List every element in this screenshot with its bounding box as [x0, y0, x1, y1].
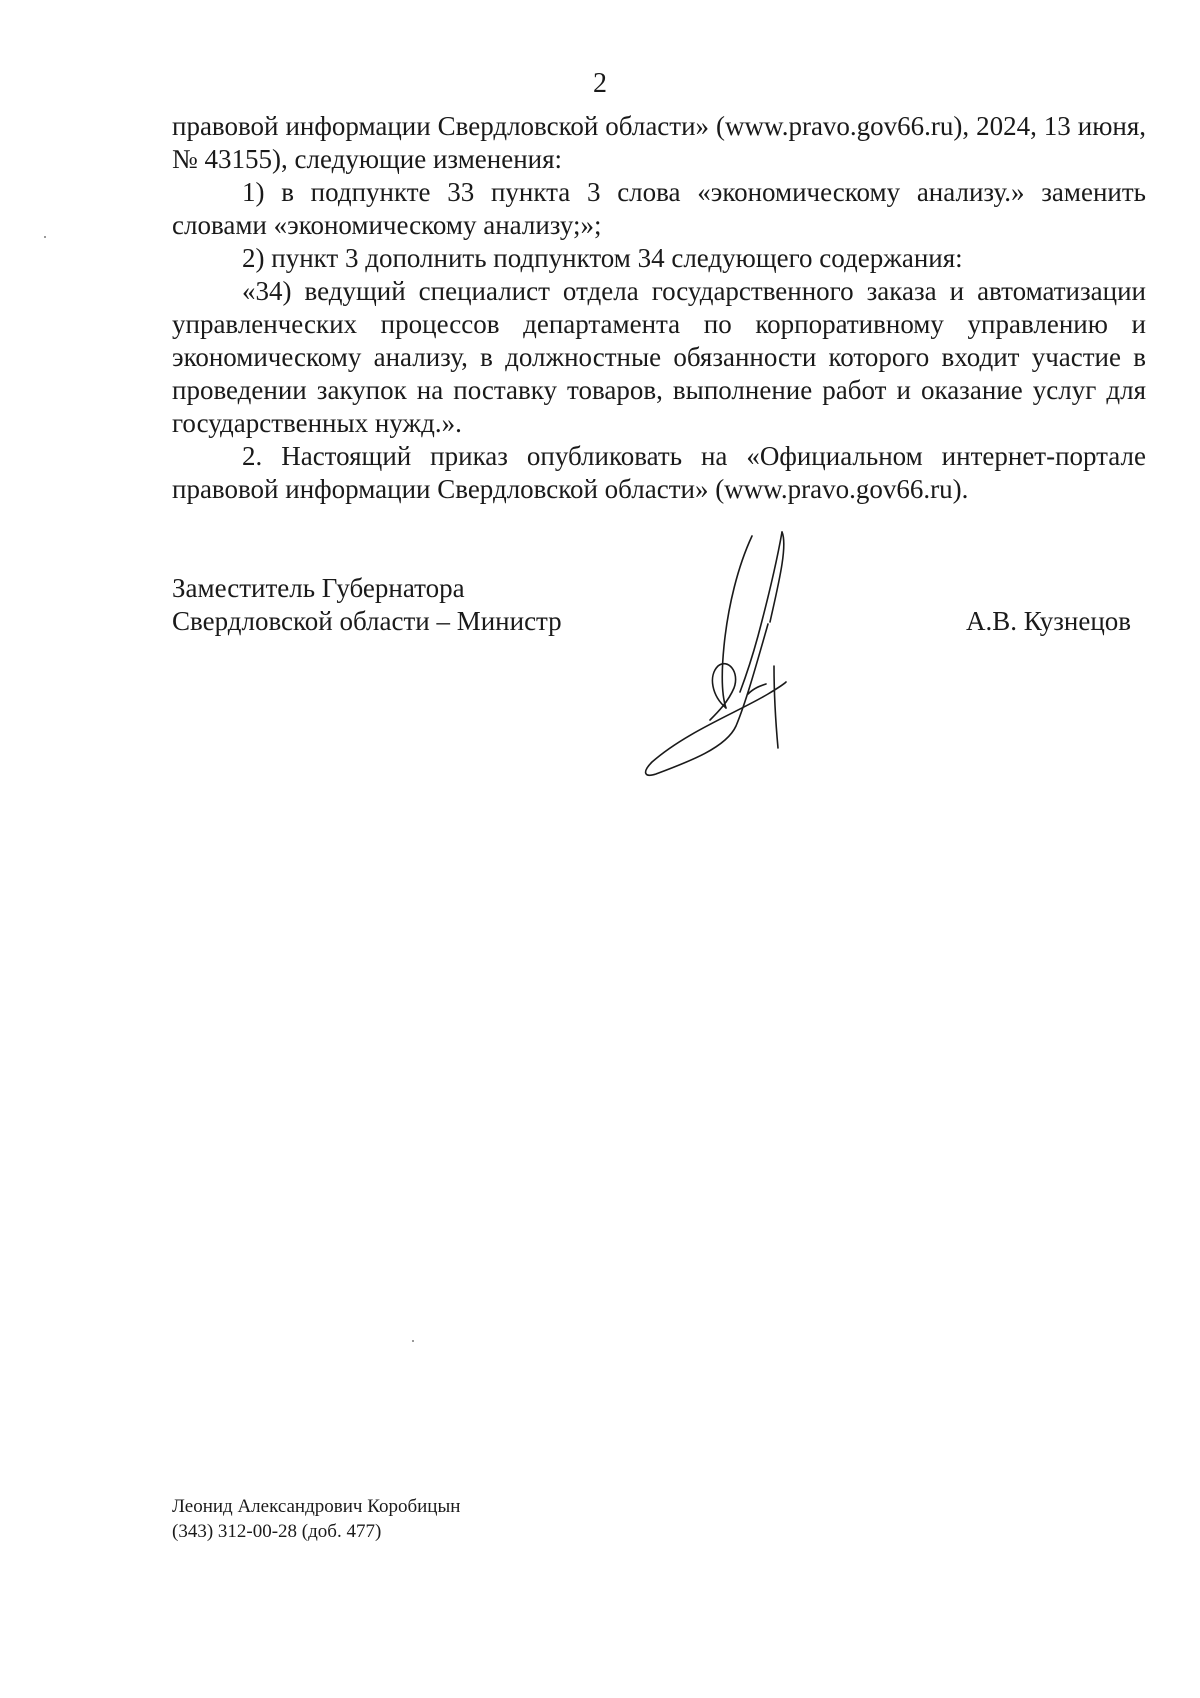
- signer-title-line-1: Заместитель Губернатора: [172, 573, 465, 603]
- paragraph-2: 1) в подпункте 33 пункта 3 слова «экономическому анализу.» заменить словами «экономическому анализу;»;: [172, 177, 1146, 240]
- paragraph-4: «34) ведущий специалист отдела государственного заказа и автоматизации управленческих процессов департамента по корпоративному управлению и экономическому анализу, в должностные обязанности которого входит участие в проведении закупок на поставку товаров, выполнение работ и оказание услуг для государственных нужд.».: [172, 276, 1146, 438]
- page-number: 2: [593, 68, 607, 99]
- document-body: [172, 110, 1146, 506]
- paragraph-1: правовой информации Свердловской области» (www.pravo.gov66.ru), 2024, 13 июня, № 43155), следующие изменения:: [172, 111, 1146, 174]
- handwritten-signature: [628, 526, 818, 786]
- scan-speck: [412, 1340, 414, 1342]
- contact-name: Леонид Александрович Коробицын: [172, 1496, 461, 1517]
- scan-speck: [44, 236, 46, 238]
- paragraph-5: 2. Настоящий приказ опубликовать на «Официальном интернет-портале правовой информации Свердловской области» (www.pravo.gov66.ru).: [172, 441, 1146, 504]
- signer-title-line-2: Свердловской области – Министр: [172, 606, 562, 636]
- footer-contact: [172, 1494, 460, 1544]
- paragraph-3: 2) пункт 3 дополнить подпунктом 34 следующего содержания:: [242, 243, 963, 273]
- signer-title: [172, 572, 562, 638]
- signer-name: А.В. Кузнецов: [966, 606, 1132, 636]
- contact-phone: (343) 312-00-28 (доб. 477): [172, 1521, 382, 1542]
